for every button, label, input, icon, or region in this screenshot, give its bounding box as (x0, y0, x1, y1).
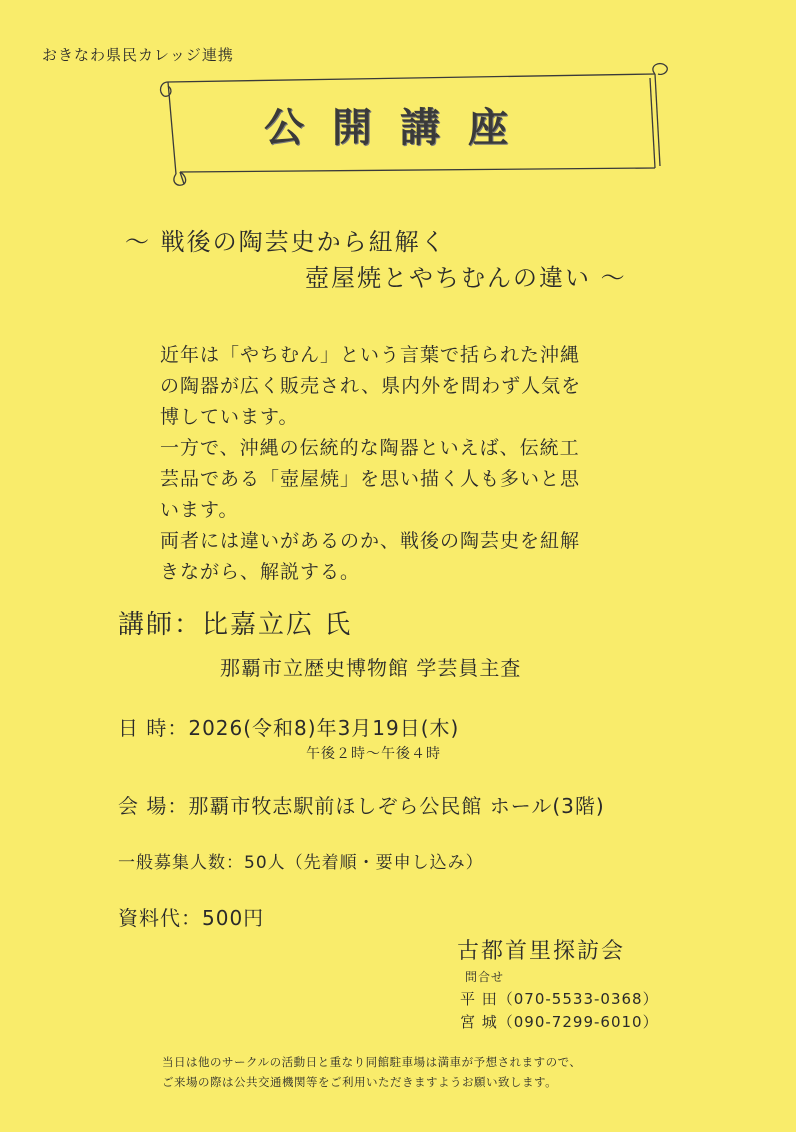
parking-notice-line-1: 当日は他のサークルの活動日と重なり同館駐車場は満車が予想されますので、 (162, 1055, 582, 1069)
subtitle-line-1: 〜 戦後の陶芸史から紐解く (125, 228, 447, 256)
description-line: 芸品である「壺屋焼」を思い描く人も多いと思 (160, 468, 581, 490)
description-line: います。 (160, 499, 239, 521)
description-line: 近年は「やちむん」という言葉で括られた沖縄 (160, 344, 581, 366)
contact-hirata: 平 田（070-5533-0368） (460, 990, 659, 1008)
event-fee: 資料代：500円 (118, 906, 265, 930)
description-line: きながら、解説する。 (160, 561, 361, 583)
event-date: 日 時：2026(令和8)年3月19日(木) (118, 716, 460, 740)
page-title: 公開講座 (264, 105, 536, 151)
organizer-name: 古都首里探訪会 (457, 939, 626, 964)
description-line: 両者には違いがあるのか、戦後の陶芸史を紐解 (160, 530, 581, 552)
event-capacity: 一般募集人数：50人（先着順・要申し込み） (118, 853, 484, 873)
lecturer-name: 講師：比嘉立広 氏 (118, 610, 353, 640)
collaboration-label: おきなわ県民カレッジ連携 (42, 46, 234, 64)
contact-miyagi: 宮 城（090-7299-6010） (460, 1013, 659, 1031)
event-time: 午後２時〜午後４時 (306, 746, 441, 762)
lecturer-affiliation: 那覇市立歴史博物館 学芸員主査 (220, 656, 522, 680)
description (160, 340, 670, 588)
description-line: 一方で、沖縄の伝統的な陶器といえば、伝統工 (160, 437, 580, 459)
parking-notice-line-2: ご来場の際は公共交通機関等をご利用いただきますようお願い致します。 (162, 1075, 558, 1089)
inquiry-label: 問合せ (465, 970, 505, 984)
subtitle-line-2: 壺屋焼とやちむんの違い 〜 (305, 264, 627, 292)
description-line: 博しています。 (160, 406, 299, 428)
event-venue: 会 場：那覇市牧志駅前ほしぞら公民館 ホール(3階) (118, 794, 605, 818)
description-line: の陶器が広く販売され、県内外を問わず人気を (160, 375, 582, 397)
